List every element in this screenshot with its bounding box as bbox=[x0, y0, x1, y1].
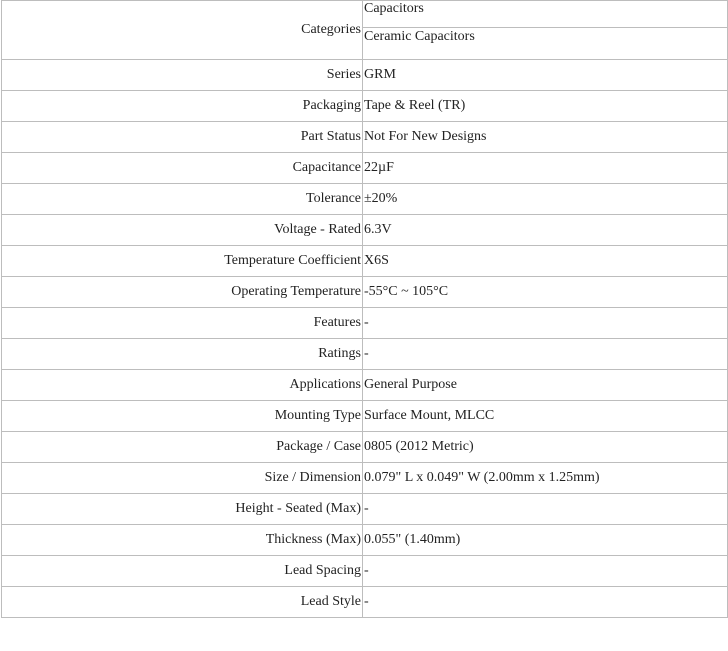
attribute-value: - bbox=[363, 556, 728, 587]
attribute-value: 0.055" (1.40mm) bbox=[363, 525, 728, 556]
attribute-label: Lead Style bbox=[2, 587, 363, 618]
table-row bbox=[2, 463, 728, 494]
attribute-label: Thickness (Max) bbox=[2, 525, 363, 556]
table-row bbox=[2, 277, 728, 308]
table-row bbox=[2, 91, 728, 122]
attribute-label: Applications bbox=[2, 370, 363, 401]
attribute-label: Features bbox=[2, 308, 363, 339]
attribute-value: GRM bbox=[363, 60, 728, 91]
attribute-label: Part Status bbox=[2, 122, 363, 153]
attribute-value: 0805 (2012 Metric) bbox=[363, 432, 728, 463]
attribute-value: - bbox=[363, 308, 728, 339]
attribute-value: - bbox=[363, 494, 728, 525]
attribute-value: - bbox=[363, 339, 728, 370]
attribute-label: Size / Dimension bbox=[2, 463, 363, 494]
attribute-value: -55°C ~ 105°C bbox=[363, 277, 728, 308]
table-row bbox=[2, 556, 728, 587]
attribute-label: Lead Spacing bbox=[2, 556, 363, 587]
table-row bbox=[2, 432, 728, 463]
attribute-label: Temperature Coefficient bbox=[2, 246, 363, 277]
attribute-label-categories: Categories bbox=[2, 1, 363, 60]
attribute-label: Tolerance bbox=[2, 184, 363, 215]
table-row bbox=[2, 122, 728, 153]
attribute-label: Operating Temperature bbox=[2, 277, 363, 308]
attribute-value: General Purpose bbox=[363, 370, 728, 401]
table-row bbox=[2, 494, 728, 525]
attribute-value: 22µF bbox=[363, 153, 728, 184]
attribute-value: X6S bbox=[363, 246, 728, 277]
attribute-label: Package / Case bbox=[2, 432, 363, 463]
table-row bbox=[2, 215, 728, 246]
attribute-value: - bbox=[363, 587, 728, 618]
table-row bbox=[2, 525, 728, 556]
table-row bbox=[2, 246, 728, 277]
attribute-value: Surface Mount, MLCC bbox=[363, 401, 728, 432]
table-row-categories bbox=[2, 1, 728, 28]
table-row bbox=[2, 370, 728, 401]
attribute-label: Voltage - Rated bbox=[2, 215, 363, 246]
attribute-value: Tape & Reel (TR) bbox=[363, 91, 728, 122]
attribute-label: Mounting Type bbox=[2, 401, 363, 432]
category-value-capacitors[interactable]: Capacitors bbox=[363, 1, 728, 28]
attribute-label: Packaging bbox=[2, 91, 363, 122]
table-row bbox=[2, 153, 728, 184]
attribute-label: Series bbox=[2, 60, 363, 91]
attribute-value: Not For New Designs bbox=[363, 122, 728, 153]
table-row bbox=[2, 401, 728, 432]
attribute-value: 6.3V bbox=[363, 215, 728, 246]
table-row bbox=[2, 184, 728, 215]
attribute-label: Capacitance bbox=[2, 153, 363, 184]
product-attributes-table bbox=[1, 0, 728, 618]
spec-table-body bbox=[2, 1, 728, 618]
category-value-ceramic-capacitors[interactable]: Ceramic Capacitors bbox=[363, 28, 728, 60]
table-row bbox=[2, 60, 728, 91]
attribute-value: ±20% bbox=[363, 184, 728, 215]
table-row bbox=[2, 587, 728, 618]
attribute-label: Height - Seated (Max) bbox=[2, 494, 363, 525]
table-row bbox=[2, 339, 728, 370]
table-row bbox=[2, 308, 728, 339]
attribute-label: Ratings bbox=[2, 339, 363, 370]
attribute-value: 0.079" L x 0.049" W (2.00mm x 1.25mm) bbox=[363, 463, 728, 494]
